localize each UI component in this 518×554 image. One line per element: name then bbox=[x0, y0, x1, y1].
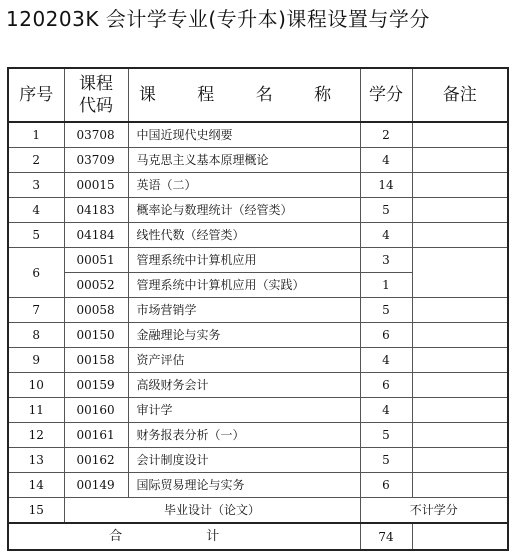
row-remark bbox=[412, 198, 508, 223]
row-course-name: 概率论与数理统计（经管类） bbox=[128, 198, 360, 223]
row-no: 3 bbox=[8, 173, 64, 198]
row-remark bbox=[412, 323, 508, 348]
row-remark bbox=[412, 148, 508, 173]
row-no: 4 bbox=[8, 198, 64, 223]
document-title: 120203K 会计学专业(专升本)课程设置与学分 bbox=[6, 7, 430, 31]
table-row bbox=[8, 198, 508, 223]
row-no: 12 bbox=[8, 423, 64, 448]
row-remark bbox=[412, 423, 508, 448]
row-credit: 6 bbox=[360, 323, 412, 348]
row-course-name: 国际贸易理论与实务 bbox=[128, 473, 360, 498]
row-no: 13 bbox=[8, 448, 64, 473]
table-row bbox=[8, 448, 508, 473]
table-row bbox=[8, 173, 508, 198]
row-remark bbox=[412, 473, 508, 498]
row-course-name: 英语（二） bbox=[128, 173, 360, 198]
row-code: 00159 bbox=[64, 373, 128, 398]
row-no: 6 bbox=[8, 248, 64, 298]
row-course-name: 线性代数（经管类） bbox=[128, 223, 360, 248]
row-course-name: 管理系统中计算机应用 bbox=[128, 248, 360, 273]
row-credit: 5 bbox=[360, 298, 412, 323]
row-course-name: 财务报表分析（一） bbox=[128, 423, 360, 448]
row-no: 2 bbox=[8, 148, 64, 173]
course-table bbox=[7, 67, 509, 551]
row-course-name: 会计制度设计 bbox=[128, 448, 360, 473]
row-remark bbox=[412, 448, 508, 473]
row-no: 14 bbox=[8, 473, 64, 498]
row-remark bbox=[412, 348, 508, 373]
row-course-name: 市场营销学 bbox=[128, 298, 360, 323]
row-code: 03709 bbox=[64, 148, 128, 173]
row-no: 10 bbox=[8, 373, 64, 398]
header-remark: 备注 bbox=[412, 68, 508, 122]
table-row bbox=[8, 298, 508, 323]
row-remark bbox=[412, 398, 508, 423]
row-credit: 5 bbox=[360, 198, 412, 223]
total-label-cell bbox=[8, 523, 360, 550]
row-course-name: 高级财务会计 bbox=[128, 373, 360, 398]
row-course-name: 管理系统中计算机应用（实践） bbox=[128, 273, 360, 298]
row-code: 00149 bbox=[64, 473, 128, 498]
table-row bbox=[8, 473, 508, 498]
row-credit: 4 bbox=[360, 348, 412, 373]
total-credit: 74 bbox=[360, 523, 412, 550]
thesis-credit-note: 不计学分 bbox=[360, 498, 508, 524]
total-remark bbox=[412, 523, 508, 550]
row-code: 00160 bbox=[64, 398, 128, 423]
row-course-name: 中国近现代史纲要 bbox=[128, 122, 360, 148]
row-code: 00161 bbox=[64, 423, 128, 448]
table-row bbox=[8, 223, 508, 248]
row-credit: 1 bbox=[360, 273, 412, 298]
row-remark bbox=[412, 173, 508, 198]
row-credit: 14 bbox=[360, 173, 412, 198]
row-no: 7 bbox=[8, 298, 64, 323]
row-credit: 3 bbox=[360, 248, 412, 273]
table-row bbox=[8, 373, 508, 398]
row-credit: 5 bbox=[360, 423, 412, 448]
table-header-row bbox=[8, 68, 508, 122]
row-no: 8 bbox=[8, 323, 64, 348]
row-remark bbox=[412, 122, 508, 148]
row-code: 00051 bbox=[64, 248, 128, 273]
table-row bbox=[8, 323, 508, 348]
row-no: 9 bbox=[8, 348, 64, 373]
table-row bbox=[8, 248, 508, 273]
row-credit: 4 bbox=[360, 223, 412, 248]
row-code: 03708 bbox=[64, 122, 128, 148]
row-credit: 4 bbox=[360, 398, 412, 423]
row-no: 11 bbox=[8, 398, 64, 423]
table-row bbox=[8, 423, 508, 448]
total-label: 合 计 bbox=[109, 529, 260, 544]
row-credit: 4 bbox=[360, 148, 412, 173]
header-course-name: 课 程 名 称 bbox=[128, 68, 360, 122]
table-row bbox=[8, 122, 508, 148]
row-remark bbox=[412, 298, 508, 323]
row-code: 00162 bbox=[64, 448, 128, 473]
row-remark bbox=[412, 223, 508, 248]
table-row bbox=[8, 348, 508, 373]
row-code: 04183 bbox=[64, 198, 128, 223]
header-credit: 学分 bbox=[360, 68, 412, 122]
row-credit: 6 bbox=[360, 473, 412, 498]
total-row bbox=[8, 523, 508, 550]
table-row bbox=[8, 398, 508, 423]
row-code: 00052 bbox=[64, 273, 128, 298]
header-no: 序号 bbox=[8, 68, 64, 122]
row-code: 00058 bbox=[64, 298, 128, 323]
header-code-line2: 代码 bbox=[79, 96, 113, 116]
row-remark bbox=[412, 373, 508, 398]
header-code-line1: 课程 bbox=[79, 74, 113, 94]
row-course-name: 审计学 bbox=[128, 398, 360, 423]
row-no: 1 bbox=[8, 122, 64, 148]
row-code: 04184 bbox=[64, 223, 128, 248]
row-course-name: 资产评估 bbox=[128, 348, 360, 373]
row-code: 00150 bbox=[64, 323, 128, 348]
row-credit: 2 bbox=[360, 122, 412, 148]
header-code bbox=[64, 68, 128, 122]
row-credit: 5 bbox=[360, 448, 412, 473]
row-course-name: 马克思主义基本原理概论 bbox=[128, 148, 360, 173]
row-no: 5 bbox=[8, 223, 64, 248]
table-row bbox=[8, 148, 508, 173]
thesis-name: 毕业设计（论文） bbox=[64, 498, 360, 524]
row-credit: 6 bbox=[360, 373, 412, 398]
row-course-name: 金融理论与实务 bbox=[128, 323, 360, 348]
row-remark bbox=[412, 248, 508, 298]
thesis-no: 15 bbox=[8, 498, 64, 524]
thesis-row bbox=[8, 498, 508, 524]
row-code: 00015 bbox=[64, 173, 128, 198]
row-code: 00158 bbox=[64, 348, 128, 373]
